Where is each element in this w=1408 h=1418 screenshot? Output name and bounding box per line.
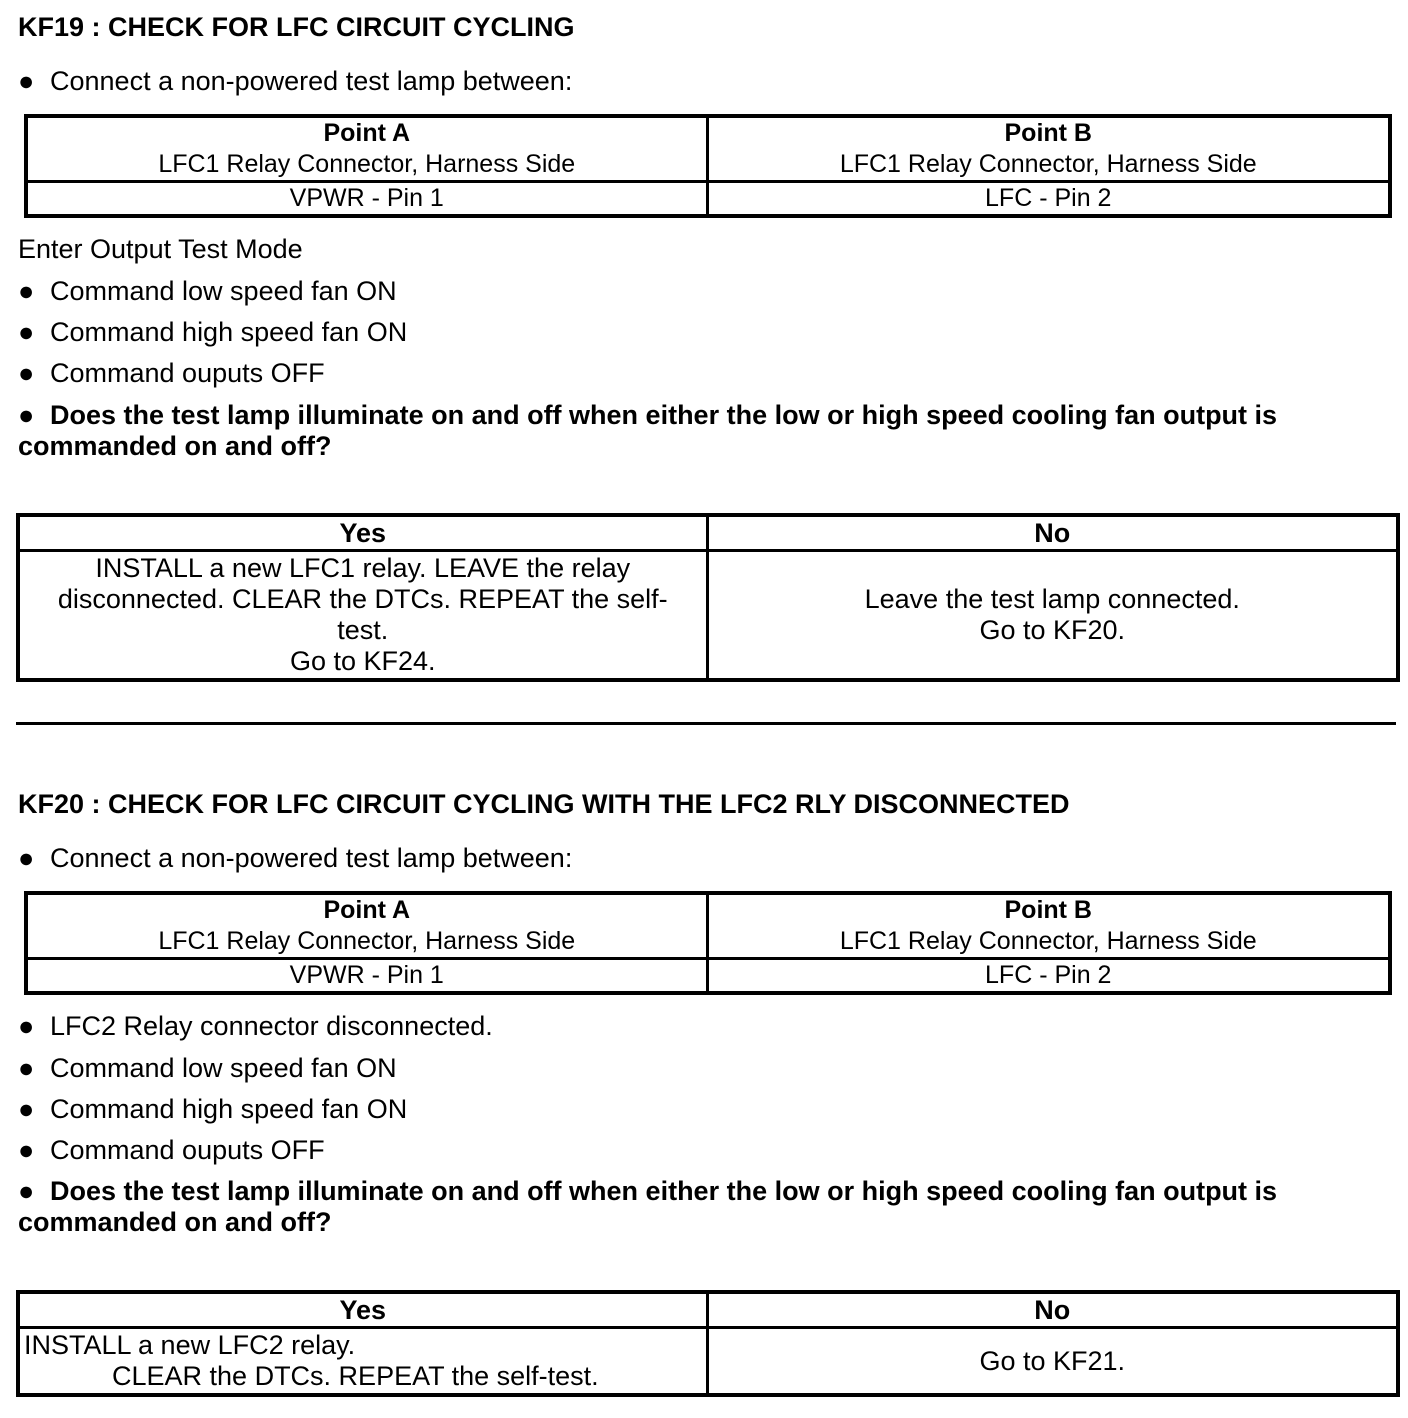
kf19-question (18, 400, 1398, 462)
no-action-cell (707, 551, 1398, 681)
kf20-question-text: Does the test lamp illuminate on and off when either the low or high speed cooling fan output is commanded on and off? (18, 1176, 1278, 1237)
bullet-icon: ● (18, 1053, 35, 1083)
step-text: Command low speed fan ON (50, 276, 397, 306)
step-text: Command ouputs OFF (50, 1135, 325, 1165)
no-header: No (707, 1292, 1398, 1328)
section-divider (16, 722, 1396, 725)
point-b-location: LFC1 Relay Connector, Harness Side (839, 150, 1257, 178)
list-item (18, 276, 397, 307)
bullet-icon: ● (18, 358, 35, 388)
point-a-header-cell (26, 116, 707, 182)
yes-line: INSTALL a new LFC1 relay. LEAVE the relay (95, 553, 631, 583)
yes-line: disconnected. CLEAR the DTCs. REPEAT the self- (57, 584, 668, 614)
step-text: Command low speed fan ON (50, 1053, 397, 1083)
yes-action-cell (18, 551, 707, 681)
bullet-icon: ● (18, 400, 35, 430)
bullet-icon: ● (18, 1094, 35, 1124)
table-row (18, 551, 1398, 681)
yes-header: Yes (18, 1292, 707, 1328)
yes-action-cell (18, 1328, 707, 1396)
point-a-header: Point A (323, 119, 411, 147)
step-text: Command high speed fan ON (50, 1094, 408, 1124)
no-action-cell (707, 1328, 1398, 1396)
list-item (18, 1135, 325, 1166)
point-b-header: Point B (1004, 896, 1092, 924)
kf19-title: KF19 : CHECK FOR LFC CIRCUIT CYCLING (18, 12, 575, 42)
bullet-icon: ● (18, 1011, 35, 1041)
kf20-title: KF20 : CHECK FOR LFC CIRCUIT CYCLING WITH THE LFC2 RLY DISCONNECTED (18, 789, 1070, 819)
step-text: Command ouputs OFF (50, 358, 325, 388)
kf19-connect-text: Connect a non-powered test lamp between: (50, 66, 573, 96)
point-b-location: LFC1 Relay Connector, Harness Side (839, 927, 1257, 955)
point-a-pin: VPWR - Pin 1 (26, 182, 707, 217)
kf19-connect-instruction (18, 66, 572, 97)
kf20-question (18, 1176, 1398, 1238)
list-item (18, 1011, 493, 1042)
point-b-pin: LFC - Pin 2 (707, 959, 1390, 994)
kf20-test-points-table (24, 891, 1392, 995)
kf19-enter-mode: Enter Output Test Mode (18, 234, 303, 264)
yes-header: Yes (18, 515, 707, 551)
kf19-question-text: Does the test lamp illuminate on and off when either the low or high speed cooling fan output is commanded on and off? (18, 400, 1278, 461)
table-row (26, 116, 1390, 182)
point-b-header: Point B (1004, 119, 1092, 147)
step-text: Command high speed fan ON (50, 317, 408, 347)
point-a-location: LFC1 Relay Connector, Harness Side (158, 150, 576, 178)
point-a-location: LFC1 Relay Connector, Harness Side (158, 927, 576, 955)
bullet-icon: ● (18, 843, 35, 873)
list-item (18, 317, 407, 348)
bullet-icon: ● (18, 276, 35, 306)
point-b-header-cell (707, 116, 1390, 182)
no-line: Go to KF21. (979, 1345, 1126, 1376)
table-row (18, 1292, 1398, 1328)
no-line: Go to KF20. (979, 615, 1126, 645)
yes-line: Go to KF24. (289, 646, 436, 676)
no-header: No (707, 515, 1398, 551)
kf20-connect-text: Connect a non-powered test lamp between: (50, 843, 573, 873)
kf20-connect-instruction (18, 843, 572, 874)
list-item (18, 1094, 407, 1125)
table-row (26, 182, 1390, 217)
list-item (18, 1053, 397, 1084)
table-row (18, 515, 1398, 551)
table-row (26, 893, 1390, 959)
bullet-icon: ● (18, 66, 35, 96)
bullet-icon: ● (18, 317, 35, 347)
kf19-result-table (16, 513, 1400, 682)
step-text: LFC2 Relay connector disconnected. (50, 1011, 493, 1041)
bullet-icon: ● (18, 1135, 35, 1165)
point-a-header: Point A (323, 896, 411, 924)
kf19-test-points-table (24, 114, 1392, 218)
point-a-header-cell (26, 893, 707, 959)
table-row (18, 1328, 1398, 1396)
yes-line: INSTALL a new LFC2 relay. (24, 1330, 356, 1360)
no-line: Leave the test lamp connected. (864, 584, 1240, 614)
kf20-result-table (16, 1290, 1400, 1397)
bullet-icon: ● (18, 1176, 35, 1206)
table-row (26, 959, 1390, 994)
point-b-header-cell (707, 893, 1390, 959)
point-b-pin: LFC - Pin 2 (707, 182, 1390, 217)
list-item (18, 358, 325, 389)
yes-line: test. (337, 615, 389, 645)
point-a-pin: VPWR - Pin 1 (26, 959, 707, 994)
yes-line: CLEAR the DTCs. REPEAT the self-test. (112, 1361, 599, 1391)
